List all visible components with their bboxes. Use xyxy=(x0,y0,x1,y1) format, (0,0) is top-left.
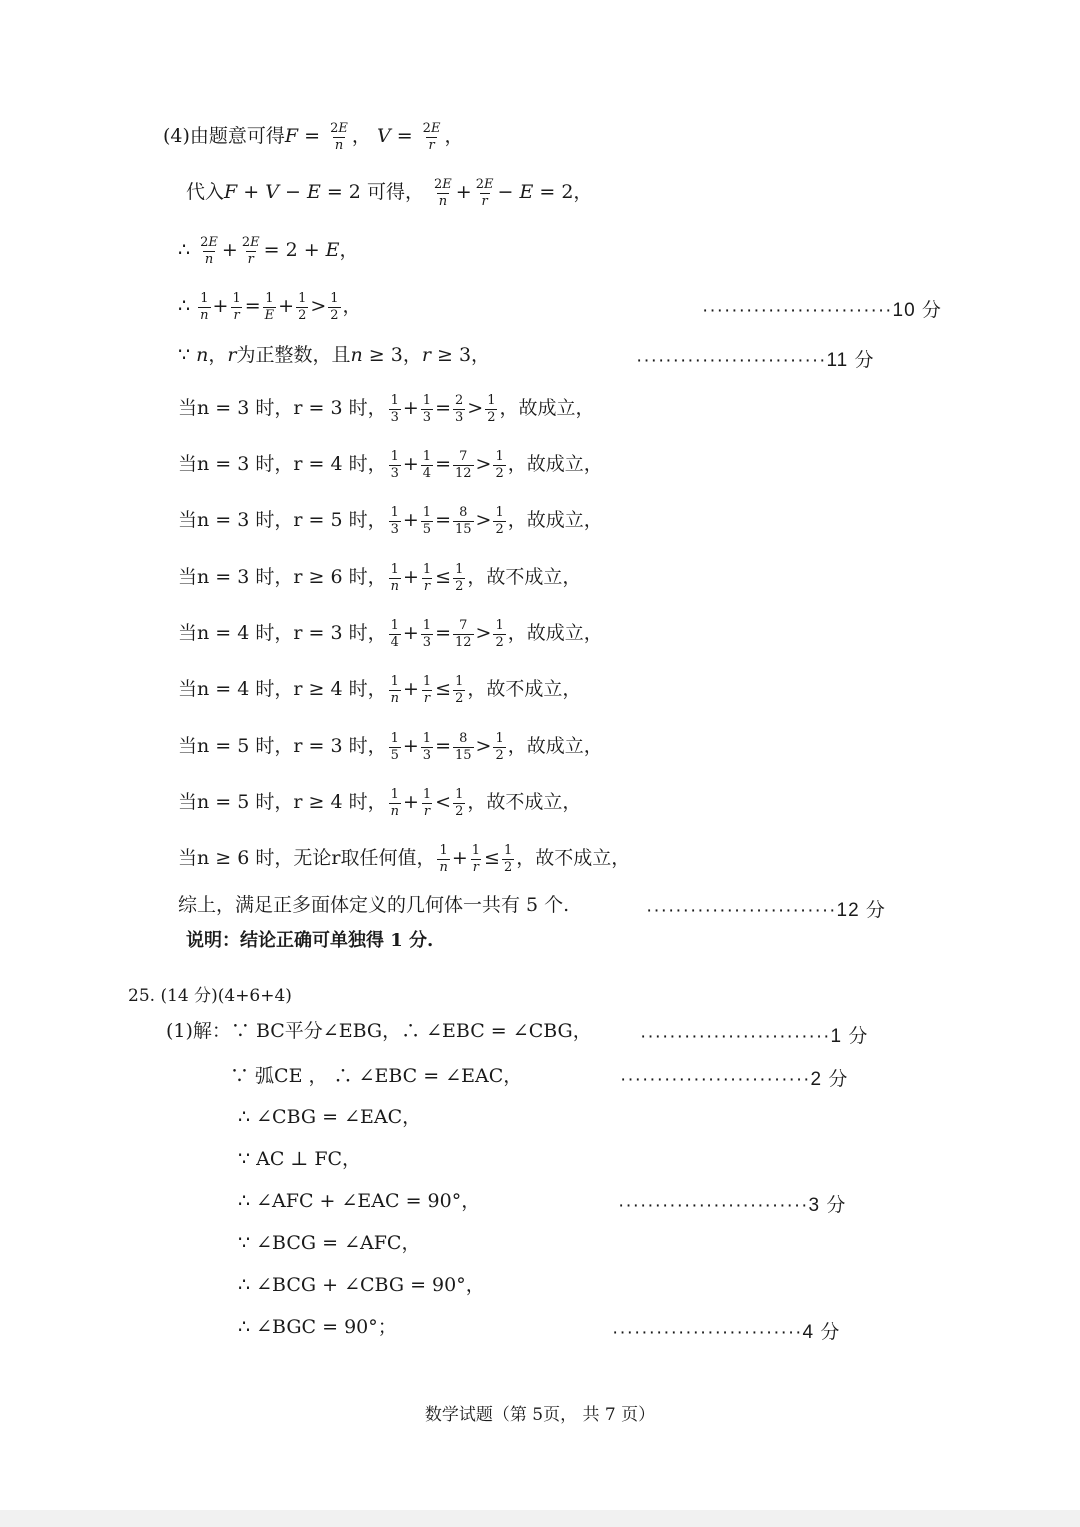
case-lead: 当 xyxy=(178,622,198,645)
fraction xyxy=(437,844,449,874)
case-line xyxy=(178,394,595,424)
fraction-numerator: 7 xyxy=(459,618,468,633)
fraction: $\frac{2E}{n}$ xyxy=(434,177,452,209)
q25-line: ∴ ∠AFC + ∠EAC = 90°， xyxy=(238,1190,481,1212)
score-4: ··························4 分 xyxy=(612,1322,841,1343)
fraction-denominator: 3 xyxy=(422,409,432,425)
fraction xyxy=(421,394,433,424)
fraction-numerator: 1 xyxy=(495,731,504,746)
fraction-denominator: 2 xyxy=(487,409,496,425)
q25-line: ∵ AC ⊥ FC， xyxy=(238,1148,362,1170)
fraction xyxy=(389,394,401,424)
relation-sign: = xyxy=(435,509,451,532)
fraction: $\frac{2E}{r}$ xyxy=(475,177,494,209)
case-lead: 当 xyxy=(178,566,198,589)
case-line xyxy=(178,563,581,593)
q25-header: 25. (14 分)(4+6+4) xyxy=(128,986,292,1006)
fraction-denominator: r xyxy=(423,578,431,594)
fraction xyxy=(389,563,401,593)
fraction: $\frac{2E}{n}$ xyxy=(330,121,348,153)
line-4-intro: (4)由题意可得F = $\frac{2E}{n}$ ， V = $\frac{2E}{r}$ ， xyxy=(163,121,464,153)
fraction-numerator: 1 xyxy=(422,393,432,408)
line-4-substitute: 代入F + V − E = 2 可得， $\frac{2E}{n}$ + $\frac{2E}{r}$ − E = 2， xyxy=(186,177,593,209)
plus-sign: + xyxy=(402,453,419,476)
fraction xyxy=(421,675,433,705)
fraction xyxy=(493,732,505,762)
fraction-denominator: r xyxy=(423,690,431,706)
case-condition: n = 3 时，r = 3 时， xyxy=(197,397,387,420)
fraction-numerator: 1 xyxy=(422,449,432,464)
relation-sign: ≤ xyxy=(484,847,500,870)
fraction xyxy=(389,450,401,480)
case-condition: n ≥ 6 时，无论r取任何值， xyxy=(197,847,436,870)
fraction-denominator: n xyxy=(439,859,448,875)
fraction xyxy=(453,450,474,480)
fraction xyxy=(453,732,474,762)
fraction xyxy=(453,619,474,649)
fraction: $\frac{1}{n}$ xyxy=(200,291,209,323)
case-line xyxy=(178,675,581,705)
plus-sign: + xyxy=(402,509,419,532)
line-4-integers: ∵ n，r为正整数，且n ≥ 3，r ≥ 3， xyxy=(178,344,491,366)
fraction-numerator: 1 xyxy=(455,562,464,577)
q25-line: ∵ 弧CE ， ∴ ∠EBC = ∠EAC， xyxy=(230,1065,523,1087)
compare-sign: > xyxy=(467,397,484,420)
fraction-denominator: 4 xyxy=(390,634,399,650)
fraction-numerator: 1 xyxy=(390,393,399,408)
relation-sign: ≤ xyxy=(435,678,452,701)
fraction-denominator: n xyxy=(390,578,399,594)
case-lead: 当 xyxy=(178,509,198,532)
fraction-numerator: 1 xyxy=(422,505,432,520)
fraction-denominator: 2 xyxy=(455,690,464,706)
fraction-denominator: 2 xyxy=(495,521,504,537)
plus-sign: + xyxy=(402,622,419,645)
integers-text: 为正整数，且 xyxy=(236,344,351,366)
plus-sign: + xyxy=(402,397,419,420)
fraction xyxy=(389,675,401,705)
fraction: $\frac{1}{r}$ xyxy=(232,291,241,323)
plus-sign: + xyxy=(402,566,419,589)
q25-line: (1)解：∵ BC平分∠EBG，∴ ∠EBC = ∠CBG， xyxy=(166,1020,592,1042)
case-line xyxy=(178,506,603,536)
q25-line: ∴ ∠BCG + ∠CBG = 90°， xyxy=(238,1274,485,1296)
fraction-numerator: 7 xyxy=(459,449,468,464)
fraction-denominator: 3 xyxy=(422,634,432,650)
fraction xyxy=(493,506,505,536)
fraction-denominator: 3 xyxy=(422,747,432,763)
case-condition: n = 3 时，r ≥ 6 时， xyxy=(197,566,387,589)
fraction xyxy=(453,788,465,818)
fraction xyxy=(389,788,401,818)
page-footer: 数学试题（第 5页， 共 7 页） xyxy=(424,1405,656,1425)
compare-sign: > xyxy=(475,735,492,758)
fraction-denominator: 2 xyxy=(455,803,464,819)
fraction-denominator: n xyxy=(390,690,399,706)
fraction xyxy=(421,619,433,649)
fraction-denominator: 3 xyxy=(390,409,399,425)
fraction-denominator: r xyxy=(423,803,431,819)
fraction: $\frac{1}{2}$ xyxy=(330,291,339,323)
fraction: $\frac{1}{2}$ xyxy=(298,291,307,323)
score-11: ··························11 分 xyxy=(636,350,875,371)
case-lead: 当 xyxy=(178,735,198,758)
case-line xyxy=(178,788,581,818)
fraction-denominator: 2 xyxy=(503,859,513,875)
fraction: $\frac{2E}{n}$ xyxy=(200,235,218,267)
line-4-reciprocal: ∴ $\frac{1}{n}$ + $\frac{1}{r}$ = $\frac{1}{E}$ + $\frac{1}{2}$ > $\frac{1}{2}$ ， xyxy=(178,291,362,323)
fraction xyxy=(485,394,497,424)
fraction-numerator: 1 xyxy=(495,449,504,464)
fraction-numerator: 8 xyxy=(459,731,468,746)
fraction-numerator: 8 xyxy=(459,505,468,520)
case-conclusion: ，故成立， xyxy=(507,735,603,758)
case-lead: 当 xyxy=(178,678,198,701)
case-conclusion: ，故成立， xyxy=(507,622,603,645)
case-lead: 当 xyxy=(178,791,198,814)
compare-sign: > xyxy=(475,509,492,532)
fraction xyxy=(421,732,433,762)
fraction-denominator: 15 xyxy=(455,521,472,537)
score-2: ··························2 分 xyxy=(620,1069,849,1090)
fraction xyxy=(389,619,401,649)
case-line xyxy=(178,732,603,762)
fraction-denominator: 4 xyxy=(422,465,432,481)
compare-sign: > xyxy=(475,622,492,645)
substitute-mid: 可得， xyxy=(366,181,424,204)
case-conclusion: ，故不成立， xyxy=(467,566,582,589)
fraction-numerator: 1 xyxy=(471,843,481,858)
fraction-numerator: 1 xyxy=(422,562,432,577)
fraction-numerator: 1 xyxy=(422,787,432,802)
fraction xyxy=(421,563,433,593)
fraction-numerator: 1 xyxy=(455,787,464,802)
fraction-numerator: 1 xyxy=(390,731,399,746)
case-conclusion: ，故不成立， xyxy=(516,847,631,870)
fraction-numerator: 1 xyxy=(495,618,504,633)
score-3: ··························3 分 xyxy=(618,1195,847,1216)
fraction: $\frac{1}{E}$ xyxy=(264,291,275,323)
fraction-denominator: 2 xyxy=(495,634,504,650)
score-10: ··························10 分 xyxy=(702,300,942,321)
substitute-prefix: 代入 xyxy=(186,181,225,204)
fraction-numerator: 1 xyxy=(390,674,399,689)
fraction-denominator: 5 xyxy=(390,747,399,763)
plus-sign: + xyxy=(402,678,419,701)
fraction-denominator: 12 xyxy=(455,465,472,481)
fraction xyxy=(421,450,433,480)
fraction-denominator: r xyxy=(472,859,480,875)
case-condition: n = 5 时，r ≥ 4 时， xyxy=(197,791,387,814)
fraction xyxy=(421,788,433,818)
fraction-denominator: 3 xyxy=(390,521,399,537)
fraction-numerator: 1 xyxy=(487,393,496,408)
score-1: ··························1 分 xyxy=(640,1026,869,1047)
fraction-numerator: 1 xyxy=(390,562,399,577)
fraction-numerator: 1 xyxy=(422,731,432,746)
case-lead: 当 xyxy=(178,397,198,420)
case-condition: n = 3 时，r = 4 时， xyxy=(197,453,387,476)
case-condition: n = 3 时，r = 5 时， xyxy=(197,509,387,532)
case-condition: n = 5 时，r = 3 时， xyxy=(197,735,387,758)
fraction-denominator: 2 xyxy=(495,747,504,763)
fraction-denominator: 2 xyxy=(495,465,504,481)
relation-sign: = xyxy=(435,453,451,476)
scan-edge xyxy=(0,1510,1080,1527)
case-lead: 当 xyxy=(178,453,198,476)
intro-label: (4)由题意可得 xyxy=(163,125,285,148)
case-line xyxy=(178,844,630,874)
fraction xyxy=(502,844,514,874)
case-conclusion: ，故不成立， xyxy=(467,678,582,701)
fraction xyxy=(453,563,465,593)
case-line xyxy=(178,619,603,649)
fraction-denominator: 3 xyxy=(390,465,399,481)
fraction-numerator: 1 xyxy=(439,843,448,858)
fraction xyxy=(453,675,465,705)
score-12: ··························12 分 xyxy=(646,900,886,921)
case-condition: n = 4 时，r ≥ 4 时， xyxy=(197,678,387,701)
fraction-numerator: 1 xyxy=(422,674,432,689)
fraction-numerator: 1 xyxy=(390,505,399,520)
fraction-numerator: 1 xyxy=(390,618,399,633)
fraction-numerator: 1 xyxy=(455,674,464,689)
relation-sign: < xyxy=(435,791,452,814)
plus-sign: + xyxy=(451,847,468,870)
fraction-denominator: 5 xyxy=(422,521,432,537)
fraction-numerator: 1 xyxy=(390,449,399,464)
fraction xyxy=(389,732,401,762)
fraction-numerator: 2 xyxy=(455,393,464,408)
fraction xyxy=(493,450,505,480)
note: 说明：结论正确可单独得 1 分. xyxy=(186,930,434,951)
case-conclusion: ，故成立， xyxy=(507,509,603,532)
case-lead: 当 xyxy=(178,847,198,870)
fraction-denominator: 15 xyxy=(455,747,472,763)
fraction xyxy=(389,506,401,536)
case-conclusion: ，故成立， xyxy=(507,453,603,476)
plus-sign: + xyxy=(402,735,419,758)
case-conclusion: ，故成立， xyxy=(499,397,595,420)
case-line xyxy=(178,450,603,480)
fraction: $\frac{2E}{r}$ xyxy=(422,121,441,153)
line-4-sum: ∴ $\frac{2E}{n}$ + $\frac{2E}{r}$ = 2 + E， xyxy=(178,235,359,267)
fraction-numerator: 1 xyxy=(390,787,399,802)
case-condition: n = 4 时，r = 3 时， xyxy=(197,622,387,645)
plus-sign: + xyxy=(402,791,419,814)
fraction xyxy=(493,619,505,649)
conclusion: 综上，满足正多面体定义的几何体一共有 5 个. xyxy=(178,894,570,916)
relation-sign: = xyxy=(435,735,451,758)
fraction-denominator: n xyxy=(390,803,399,819)
fraction xyxy=(421,506,433,536)
fraction-denominator: 2 xyxy=(455,578,464,594)
relation-sign: = xyxy=(435,622,451,645)
compare-sign: > xyxy=(475,453,492,476)
q25-line: ∵ ∠BCG = ∠AFC， xyxy=(238,1232,421,1254)
fraction xyxy=(453,506,474,536)
relation-sign: = xyxy=(435,397,451,420)
fraction-numerator: 1 xyxy=(422,618,432,633)
relation-sign: ≤ xyxy=(435,566,452,589)
fraction-numerator: 1 xyxy=(495,505,504,520)
fraction xyxy=(470,844,482,874)
fraction xyxy=(453,394,465,424)
q25-line: ∴ ∠CBG = ∠EAC， xyxy=(238,1106,422,1128)
fraction-numerator: 1 xyxy=(503,843,513,858)
case-conclusion: ，故不成立， xyxy=(467,791,582,814)
q25-line: ∴ ∠BGC = 90°； xyxy=(238,1316,397,1338)
fraction-denominator: 3 xyxy=(455,409,464,425)
fraction: $\frac{2E}{r}$ xyxy=(241,235,260,267)
fraction-denominator: 12 xyxy=(455,634,472,650)
